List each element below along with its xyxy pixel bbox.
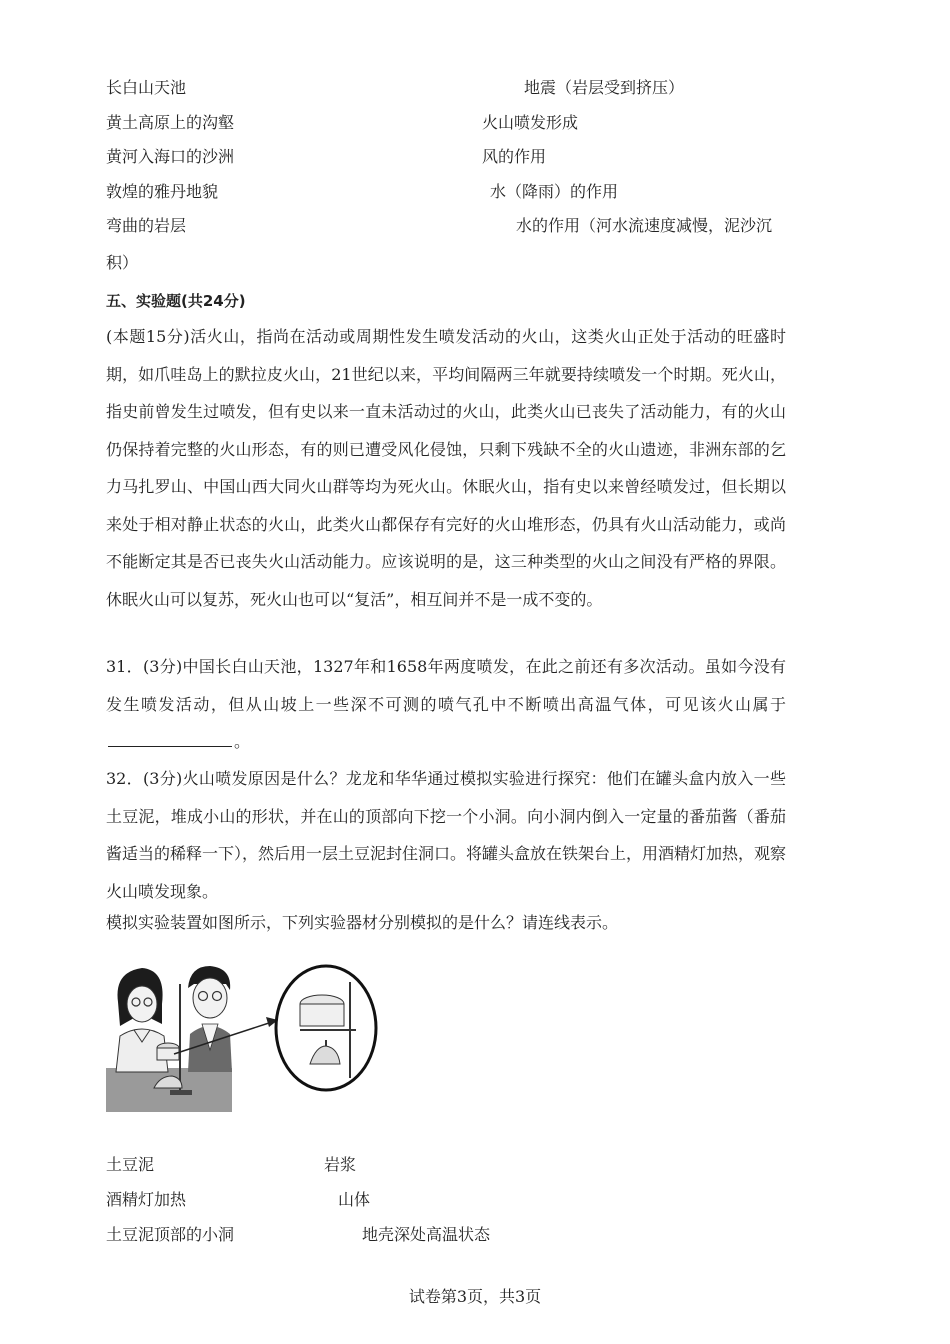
match-right-item: 地壳深处高温状态 bbox=[362, 1225, 491, 1244]
match-right-item: 水（降雨）的作用 bbox=[490, 182, 619, 201]
match-row bbox=[106, 212, 796, 240]
question-31-text: 31．(3分)中国长白山天池，1327年和1658年两度喷发，在此之前还有多次活动。虽如今没有发生喷发活动，但从山坡上一些深不可测的喷气孔中不断喷出高温气体，可见该火山属 bbox=[106, 657, 786, 714]
question-31-suffix: 。 bbox=[234, 732, 251, 751]
question-31-prefix: 于 bbox=[769, 694, 786, 714]
match-row bbox=[106, 1151, 796, 1179]
match-left-item: 土豆泥顶部的小洞 bbox=[106, 1225, 235, 1244]
match-row bbox=[106, 1221, 796, 1249]
answer-blank[interactable] bbox=[108, 728, 232, 747]
match-row bbox=[106, 1186, 796, 1214]
match-right-item: 风的作用 bbox=[482, 147, 547, 166]
question-32: 32．(3分)火山喷发原因是什么？龙龙和华华通过模拟实验进行探究：他们在罐头盒内放入一些土豆泥，堆成小山的形状，并在山的顶部向下挖一个小洞。向小洞内倒入一定量的番茄酱（番茄酱适当的稀释一下），然后用一层土豆泥封住洞口。将罐头盒放在铁架台上，用酒精灯加热，观察火山喷发现象。 bbox=[106, 769, 787, 901]
match-row bbox=[106, 143, 796, 171]
match-left-item: 酒精灯加热 bbox=[106, 1190, 187, 1209]
match-left-item: 敦煌的雅丹地貌 bbox=[106, 182, 219, 201]
match-right-item: 水的作用（河水流速度减慢，泥沙沉 bbox=[516, 216, 773, 235]
bench-shape bbox=[106, 1068, 232, 1112]
match-row bbox=[106, 74, 796, 102]
magnified-view bbox=[276, 966, 376, 1090]
experiment-illustration bbox=[104, 960, 384, 1115]
match-right-wrap: 积） bbox=[106, 253, 139, 272]
match-right-item: 火山喷发形成 bbox=[482, 113, 579, 132]
question-32-instruction: 模拟实验装置如图所示，下列实验器材分别模拟的是什么？请连线表示。 bbox=[106, 913, 619, 932]
match-row bbox=[106, 178, 796, 206]
passage: (本题15分)活火山，指尚在活动或周期性发生喷发活动的火山，这类火山正处于活动的旺盛时期，如爪哇岛上的默拉皮火山，21世纪以来，平均间隔两三年就要持续喷发一个时期。死火山，指史前曾发生过喷发，但有史以来一直未活动过的火山，此类火山已丧失了活动能力，有的火山仍保持着完整的火山形态，有的则已遭受风化侵蚀，只剩下残缺不全的火山遗迹，非洲东部的乞力马扎罗山、中国山西大同火山群等均为死火山。休眠火山，指有史以来曾经喷发过，但长期以来处于相对静止状态的火山，此类火山都保存有完好的火山堆形态，仍具有火山活动能力，或尚不能断定其是否已丧失火山活动能力。应该说明的是，这三种类型的火山之间没有严格的界限。休眠火山可以复苏，死火山也可以“复活”，相互间并不是一成不变的。 bbox=[106, 327, 786, 609]
match-left-item: 弯曲的岩层 bbox=[106, 216, 187, 235]
match-right-item: 地震（岩层受到挤压） bbox=[524, 78, 685, 97]
match-right-item: 岩浆 bbox=[324, 1155, 357, 1174]
match-left-item: 黄河入海口的沙洲 bbox=[106, 147, 235, 166]
match-left-item: 长白山天池 bbox=[106, 78, 187, 97]
boy-figure bbox=[188, 966, 232, 1072]
match-left-item: 土豆泥 bbox=[106, 1155, 155, 1174]
match-left-item: 黄土高原上的沟壑 bbox=[106, 113, 235, 132]
section-title: 五、实验题(共24分) bbox=[106, 292, 246, 310]
match-right-item: 山体 bbox=[338, 1190, 371, 1209]
question-31 bbox=[106, 648, 786, 761]
match-row bbox=[106, 109, 796, 137]
page-footer: 试卷第3页，共3页 bbox=[408, 1287, 542, 1306]
